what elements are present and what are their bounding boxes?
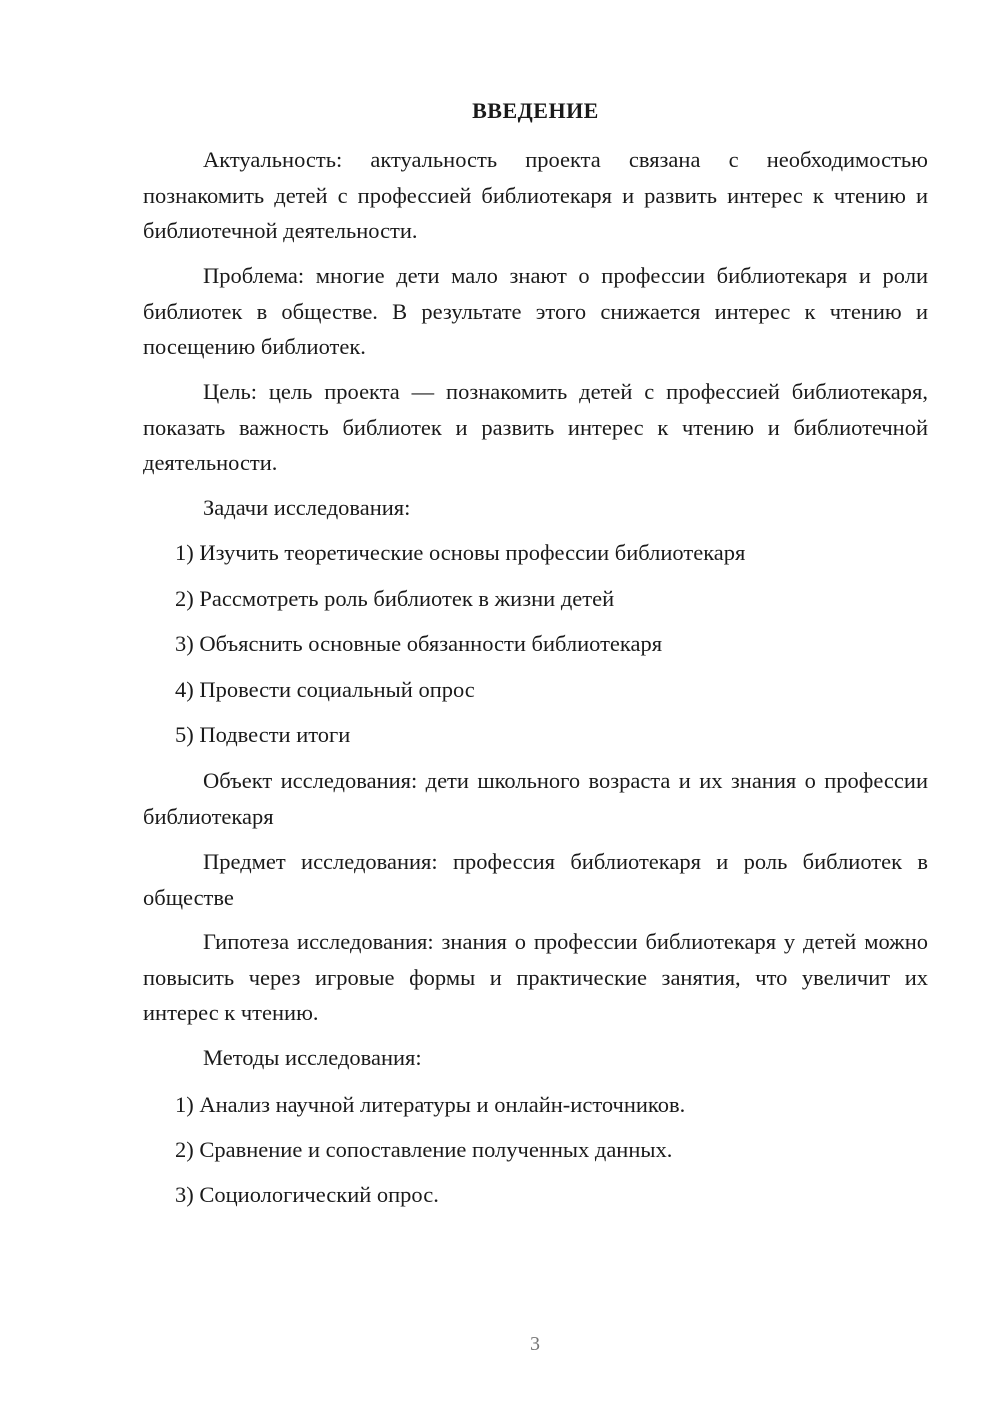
- subject-paragraph: Предмет исследования: профессия библиотекаря и роль библиотек в обществе: [143, 849, 928, 910]
- methods-label: Методы исследования:: [203, 1045, 422, 1070]
- method-item: 1) Анализ научной литературы и онлайн-источников.: [175, 1092, 686, 1117]
- method-item: 3) Социологический опрос.: [175, 1182, 439, 1207]
- task-item: 1) Изучить теоретические основы профессии библиотекаря: [175, 540, 746, 565]
- task-item: 5) Подвести итоги: [175, 722, 351, 747]
- task-item: 3) Объяснить основные обязанности библиотекаря: [175, 631, 663, 656]
- hypothesis-paragraph: Гипотеза исследования: знания о профессии библиотекаря у детей можно повысить через игровые формы и практические занятия, что увеличит их интерес к чтению.: [143, 929, 928, 1025]
- tasks-label: Задачи исследования:: [203, 495, 411, 520]
- problem-paragraph: Проблема: многие дети мало знают о профессии библиотекаря и роли библиотек в обществе. В результате этого снижается интерес к чтению и посещению библиотек.: [143, 263, 928, 359]
- page-number: 3: [530, 1333, 540, 1355]
- goal-paragraph: Цель: цель проекта — познакомить детей с профессией библиотекаря, показать важность библиотек и развить интерес к чтению и библиотечной деятельности.: [143, 379, 928, 475]
- relevance-paragraph: Актуальность: актуальность проекта связана с необходимостью познакомить детей с профессией библиотекаря и развить интерес к чтению и библиотечной деятельности.: [143, 147, 928, 243]
- task-item: 2) Рассмотреть роль библиотек в жизни детей: [175, 586, 615, 611]
- task-item: 4) Провести социальный опрос: [175, 677, 475, 702]
- method-item: 2) Сравнение и сопоставление полученных данных.: [175, 1137, 673, 1162]
- object-paragraph: Объект исследования: дети школьного возраста и их знания о профессии библиотекаря: [143, 768, 928, 829]
- page-heading: ВВЕДЕНИЕ: [472, 98, 599, 123]
